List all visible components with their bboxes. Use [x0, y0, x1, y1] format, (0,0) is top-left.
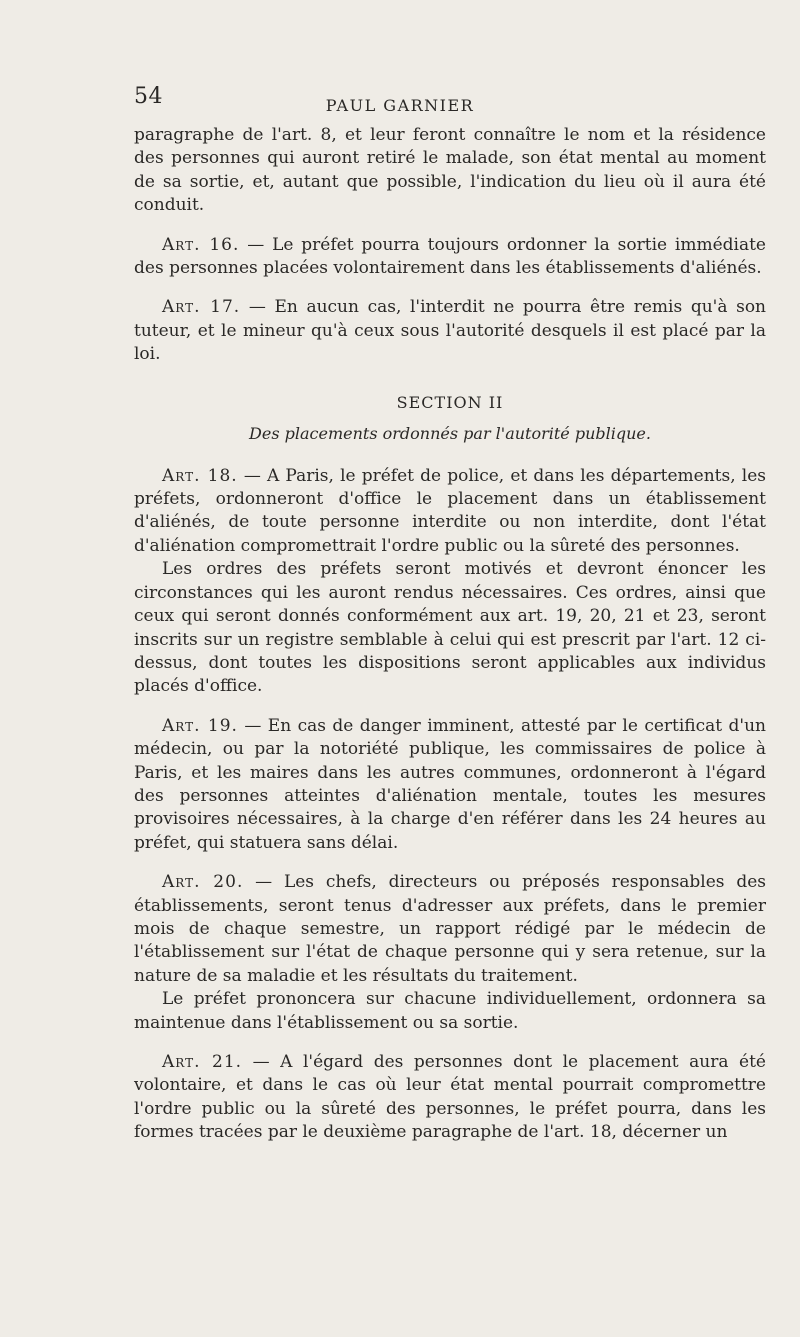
article-label: Art. 17. [162, 297, 241, 318]
article-label: Art. 21. [162, 1052, 243, 1072]
page-number: 54 [134, 84, 163, 109]
article-21 [134, 1051, 766, 1145]
article-17 [134, 296, 766, 366]
running-title: PAUL GARNIER [325, 96, 475, 115]
article-text: — En aucun cas, l'interdit ne pourra être remis qu'à son tuteur, et le mineur qu'à ceux sous l'autorité desquels il est placé par la loi. [134, 297, 767, 365]
article-label: Art. 16. [162, 234, 240, 255]
article-19 [134, 715, 766, 855]
article-label: Art. 19. [162, 715, 238, 736]
article-20 [134, 871, 766, 988]
continued-paragraph: paragraphe de l'art. 8, et leur feront connaître le nom et la résidence des personnes qui auront retiré le malade, son état mental au moment de sa sortie, et, autant que possible, l'indication du lieu où il aura été conduit. [134, 125, 766, 216]
article-text: — En cas de danger imminent, attesté par le certificat d'un médecin, ou par la notoriété publique, les commissaires de police à Paris, et les maires dans les autres communes, ordonneront à l'égard des personnes atteintes d'aliénation mentale, toutes les mesures provisoires nécessaires, à la charge d'en référer dans les 24 heures au préfet, qui statuera sans délai. [134, 715, 766, 853]
article-text: — Le préfet pourra toujours ordonner la sortie immédiate des personnes placées volontairement dans les établissements d'aliénés. [134, 234, 766, 279]
article-18-paragraph-2: Les ordres des préfets seront motivés et devront énoncer les circonstances qui les auront rendus nécessaires. Ces ordres, ainsi que ceux qui seront donnés conformément aux art. 19, 20, 21 et 23, seront inscrits sur un registre semblable à celui qui est prescrit par l'art. 12 ci-dessus, dont toutes les dispositions seront applicables aux individus placés d'office. [134, 559, 766, 697]
article-text: — A Paris, le préfet de police, et dans les départements, les préfets, ordonneront d'office le placement dans un établissement d'aliénés, de toute personne interdite ou non interdite, dont l'état d'aliénation compromettrait l'ordre public ou la sûreté des personnes. [134, 465, 767, 556]
article-18 [134, 465, 766, 559]
article-text: — A l'égard des personnes dont le placement aura été volontaire, et dans le cas où leur état mental pourrait compromettre l'ordre public ou la sûreté des personnes, le préfet pourra, dans les formes tracées par le deuxième paragraphe de l'art. 18, décerner un [134, 1052, 766, 1143]
article-label: Art. 18. [162, 465, 238, 486]
section-heading: SECTION II [396, 392, 504, 412]
article-16 [134, 234, 766, 281]
article-label: Art. 20. [162, 872, 244, 893]
article-text: — Les chefs, directeurs ou préposés responsables des établissements, seront tenus d'adresser aux préfets, dans le premier mois de chaque semestre, un rapport rédigé par le médecin de l'établissement sur l'état de chaque personne qui y sera retenue, sur la nature de sa maladie et les résultats du traitement. [134, 872, 766, 986]
article-20-paragraph-2: Le préfet prononcera sur chacune individuellement, ordonnera sa maintenue dans l'établissement ou sa sortie. [134, 989, 766, 1033]
page-body [134, 124, 766, 1161]
section-subtitle: Des placements ordonnés par l'autorité publique. [249, 423, 651, 443]
